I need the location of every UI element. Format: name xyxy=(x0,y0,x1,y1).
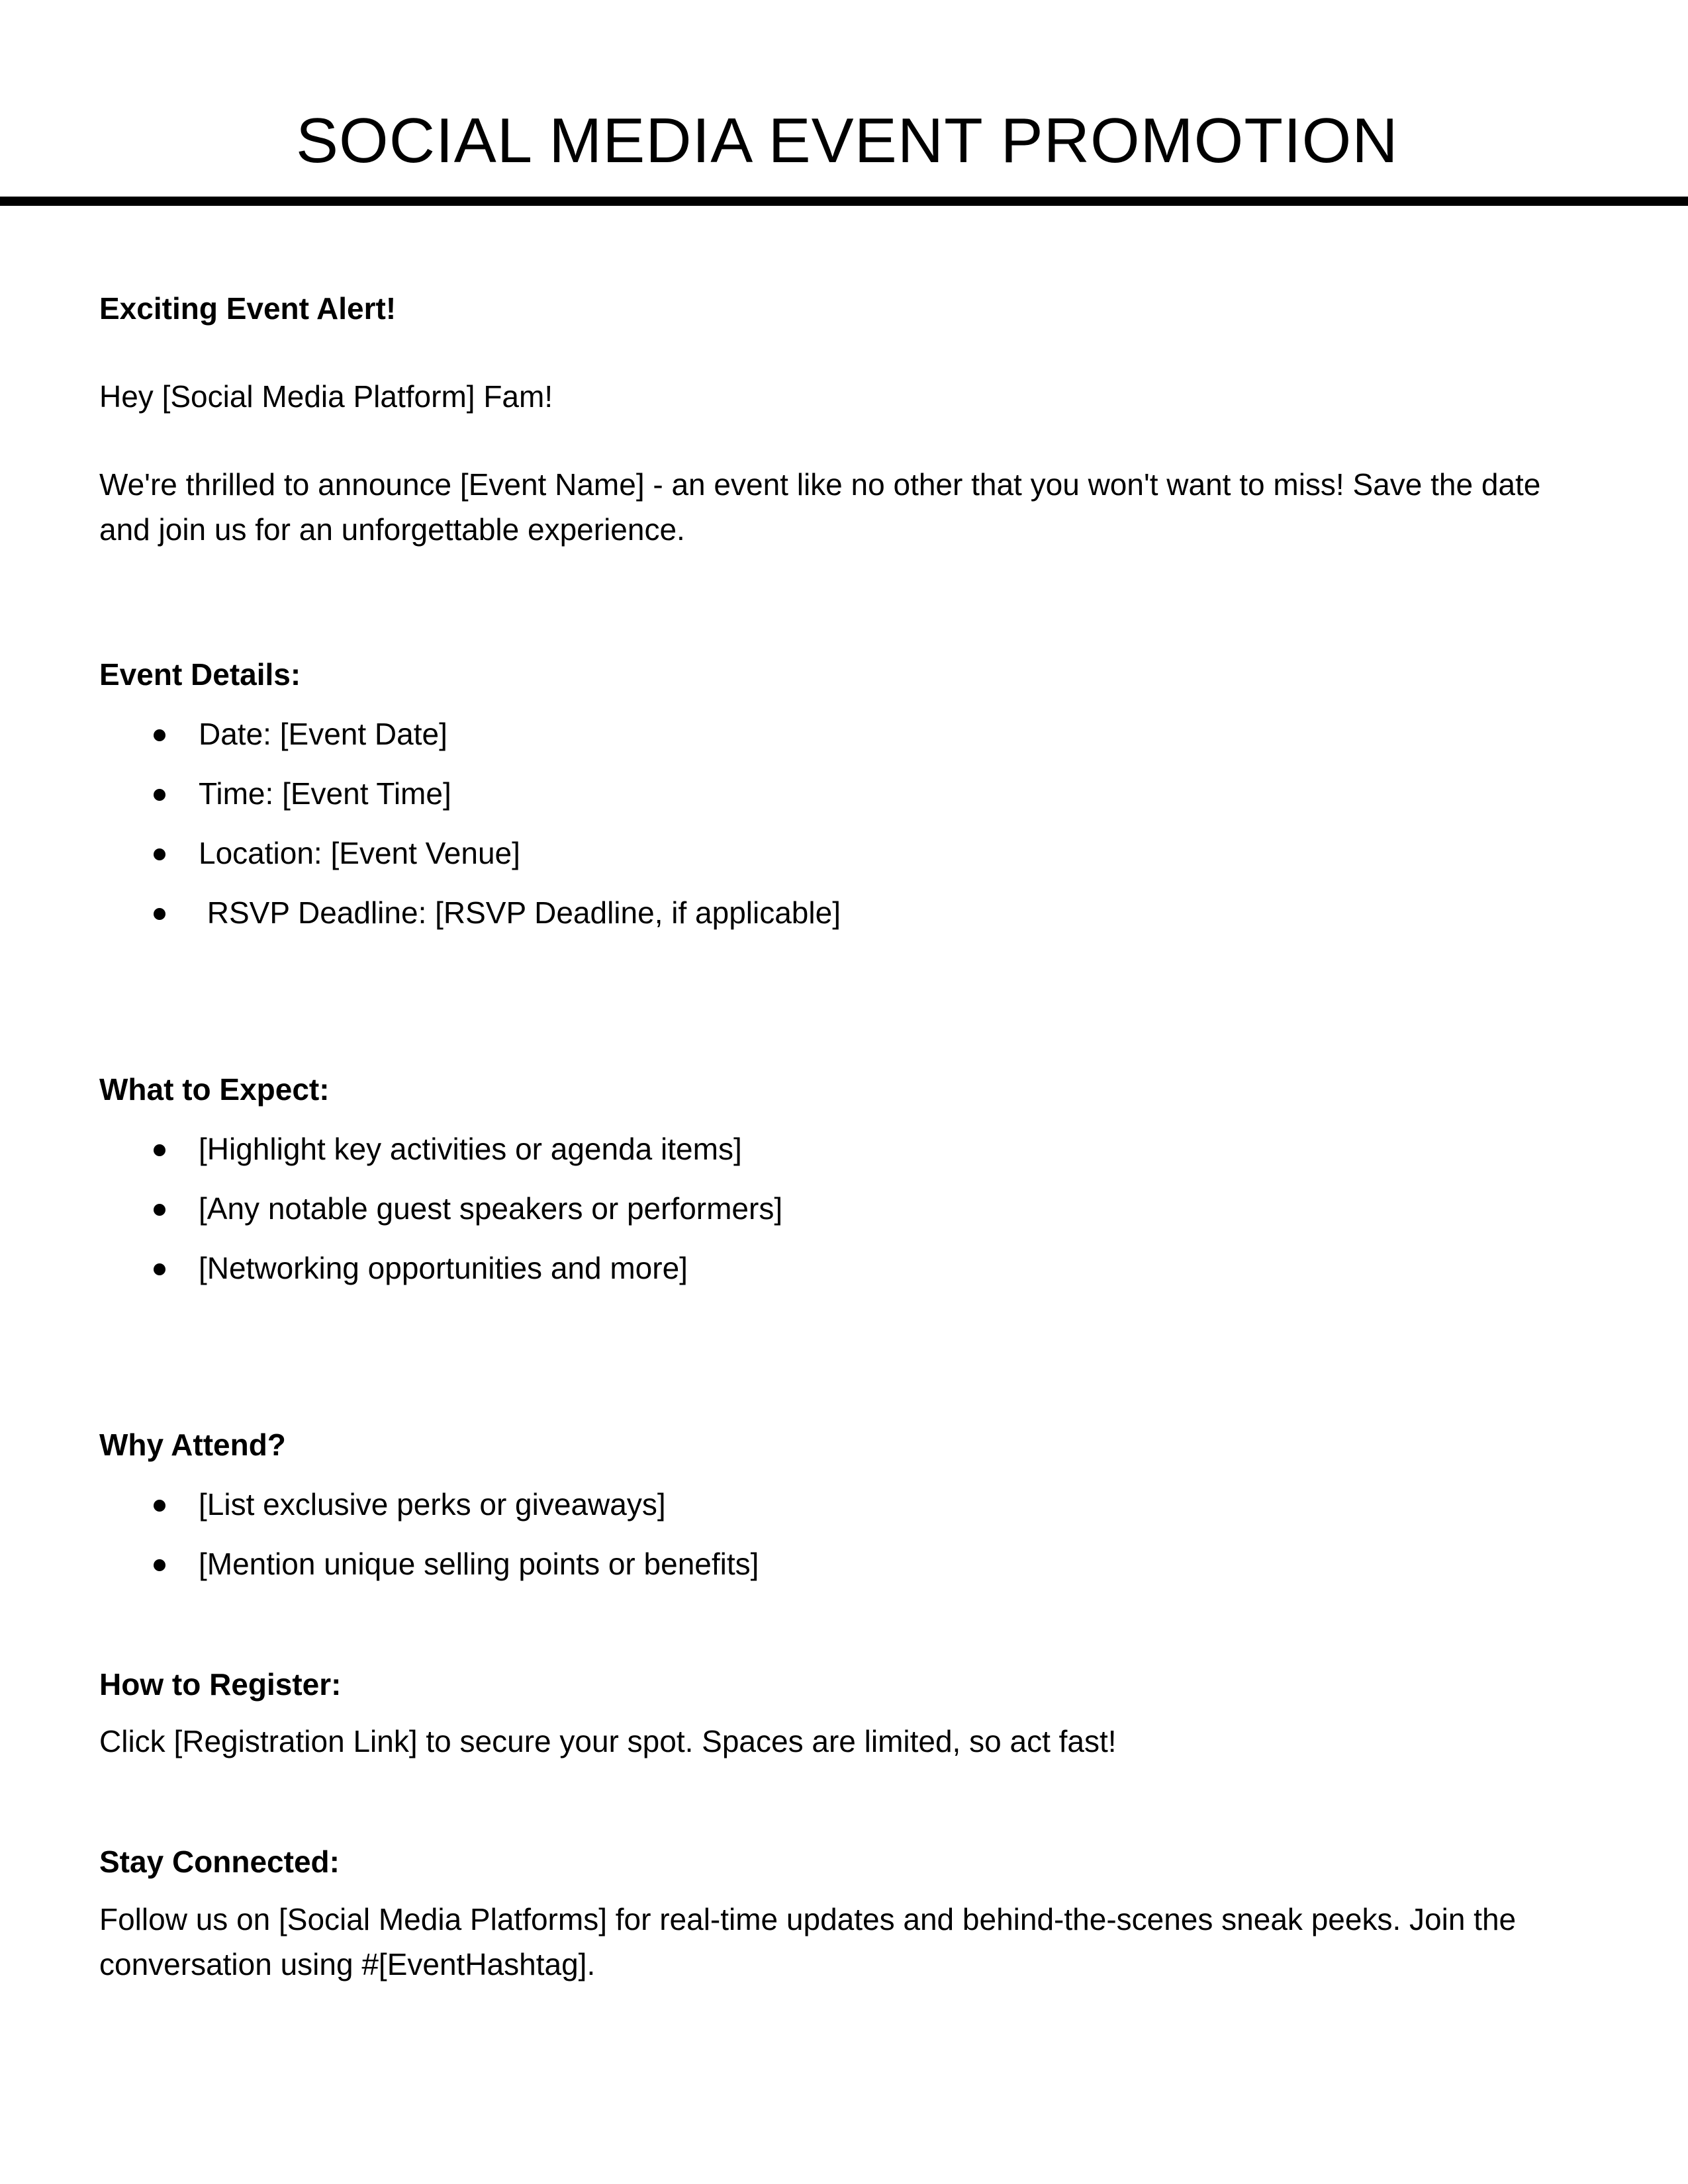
bullet-icon xyxy=(154,1204,165,1216)
list-item-text: [List exclusive perks or giveaways] xyxy=(199,1487,666,1522)
announcement-text: We're thrilled to announce [Event Name] - an event like no other that you won't want to miss! Save the date and join us for an unforgettable experience. xyxy=(99,467,1541,547)
list-item-text: Time: [Event Time] xyxy=(199,776,451,811)
how-to-register-heading: How to Register: xyxy=(99,1667,342,1702)
what-to-expect-heading: What to Expect: xyxy=(99,1072,330,1107)
list-item-text: RSVP Deadline: [RSVP Deadline, if applicable] xyxy=(199,895,841,930)
bullet-icon xyxy=(154,1559,165,1571)
intro-heading: Exciting Event Alert! xyxy=(99,291,397,326)
bullet-icon xyxy=(154,1144,165,1156)
list-item-text: [Mention unique selling points or benefits] xyxy=(199,1547,759,1581)
greeting-text: Hey [Social Media Platform] Fam! xyxy=(99,379,553,414)
bullet-icon xyxy=(154,908,165,920)
register-text: Click [Registration Link] to secure your spot. Spaces are limited, so act fast! xyxy=(99,1724,1117,1758)
event-details-heading: Event Details: xyxy=(99,657,301,692)
bullet-icon xyxy=(154,1263,165,1275)
document-title: SOCIAL MEDIA EVENT PROMOTION xyxy=(296,105,1399,176)
bullet-icon xyxy=(154,729,165,741)
list-item-text: Date: [Event Date] xyxy=(199,717,447,751)
why-attend-heading: Why Attend? xyxy=(99,1428,286,1462)
title-divider xyxy=(0,197,1688,206)
stay-connected-text: Follow us on [Social Media Platforms] for real-time updates and behind-the-scenes sneak peeks. Join the conversation using #[EventHashtag]. xyxy=(99,1902,1517,1981)
bullet-icon xyxy=(154,1500,165,1512)
page-header xyxy=(0,99,1688,199)
list-item-text: [Any notable guest speakers or performers] xyxy=(199,1191,783,1226)
stay-connected-heading: Stay Connected: xyxy=(99,1844,340,1879)
list-item-text: Location: [Event Venue] xyxy=(199,836,520,870)
list-item-text: [Networking opportunities and more] xyxy=(199,1251,688,1285)
list-item-text: [Highlight key activities or agenda items] xyxy=(199,1132,742,1166)
bullet-icon xyxy=(154,789,165,801)
bullet-icon xyxy=(154,848,165,860)
